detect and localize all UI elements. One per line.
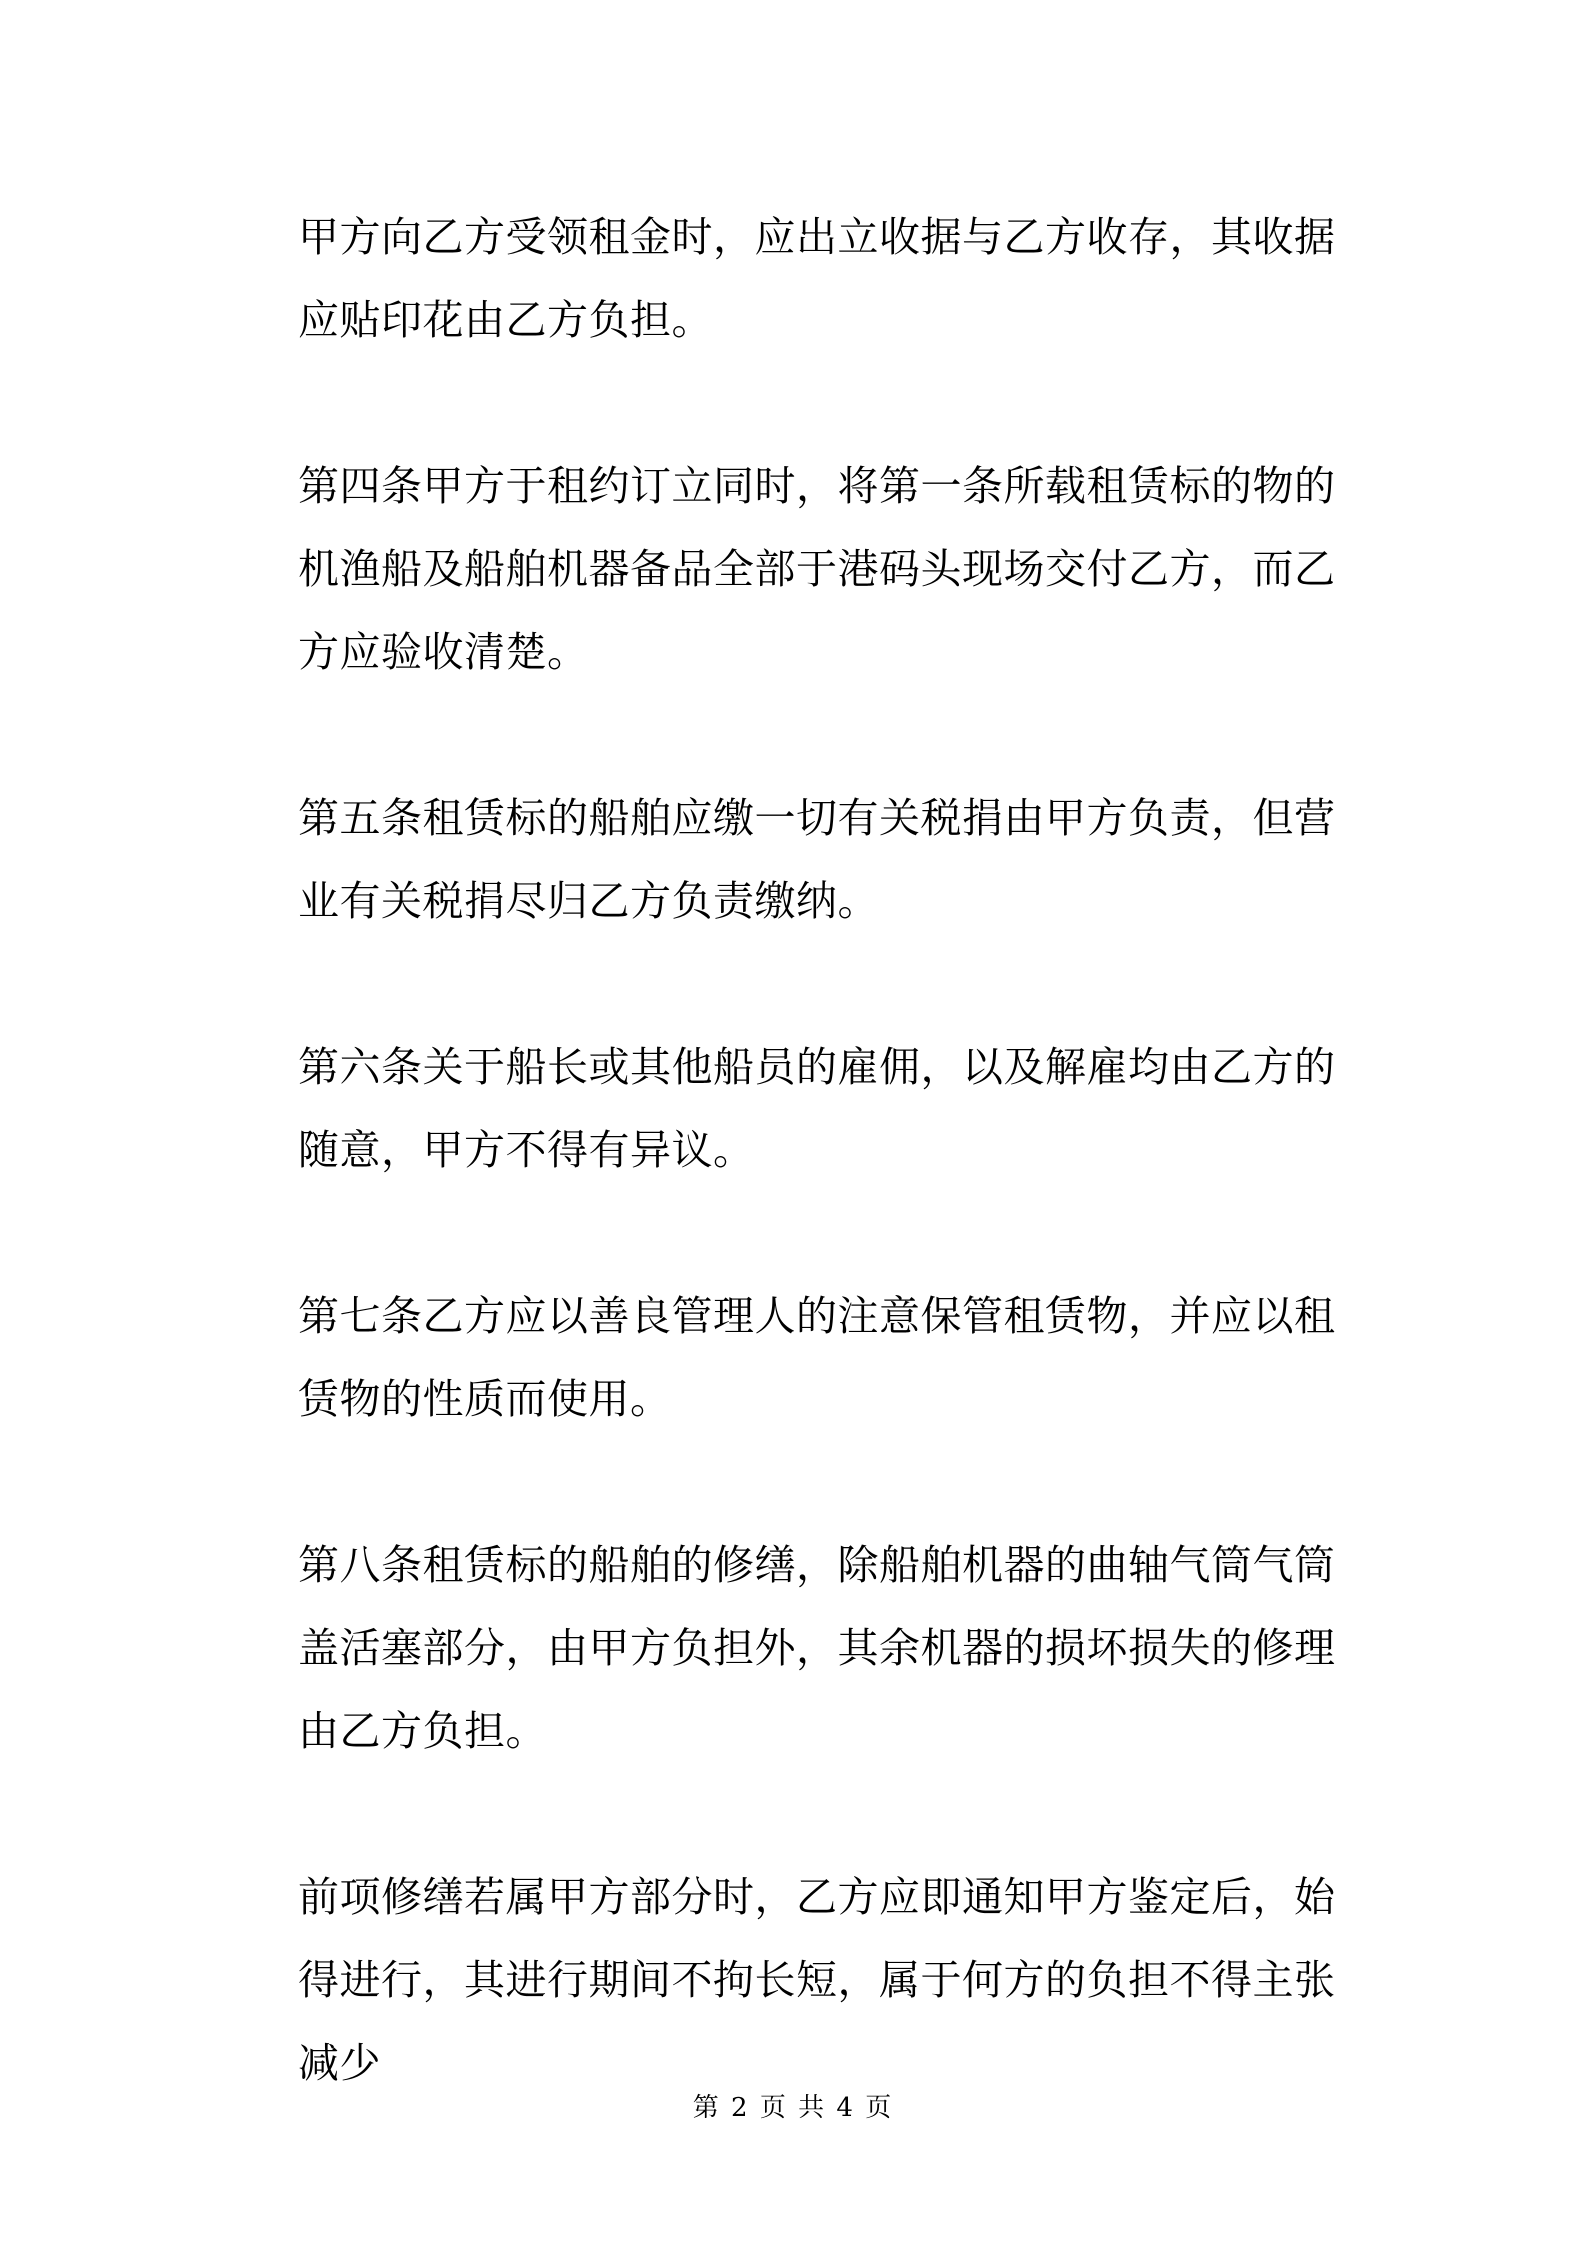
paragraph-article-7: 第七条乙方应以善良管理人的注意保管租赁物，并应以租赁物的性质而使用。 bbox=[298, 1292, 1336, 1423]
paragraph-article-4: 第四条甲方于租约订立同时，将第一条所载租赁标的物的机渔船及船舶机器备品全部于港码头现场交付乙方，而乙方应验收清楚。 bbox=[298, 462, 1336, 676]
paragraph-spacer bbox=[298, 362, 1358, 445]
document-body bbox=[298, 196, 1358, 2105]
paragraph-spacer bbox=[298, 1441, 1358, 1524]
paragraph-repair-notice: 前项修缮若属甲方部分时，乙方应即通知甲方鉴定后，始得进行，其进行期间不拘长短，属于何方的负担不得主张减少 bbox=[298, 1873, 1336, 2087]
paragraph-spacer bbox=[298, 943, 1358, 1026]
paragraph-article-6: 第六条关于船长或其他船员的雇佣，以及解雇均由乙方的随意，甲方不得有异议。 bbox=[298, 1043, 1336, 1174]
paragraph-article-5: 第五条租赁标的船舶应缴一切有关税捐由甲方负责，但营业有关税捐尽归乙方负责缴纳。 bbox=[298, 794, 1336, 925]
paragraph-article-8: 第八条租赁标的船舶的修缮，除船舶机器的曲轴气筒气筒盖活塞部分，由甲方负担外，其余机器的损坏损失的修理由乙方负担。 bbox=[298, 1541, 1336, 1755]
paragraph-spacer bbox=[298, 694, 1358, 777]
paragraph-receipt: 甲方向乙方受领租金时，应出立收据与乙方收存，其收据应贴印花由乙方负担。 bbox=[298, 213, 1336, 344]
paragraph-spacer bbox=[298, 1192, 1358, 1275]
page-number-footer: 第 2 页 共 4 页 bbox=[692, 2093, 894, 2123]
paragraph-spacer bbox=[298, 1773, 1358, 1856]
